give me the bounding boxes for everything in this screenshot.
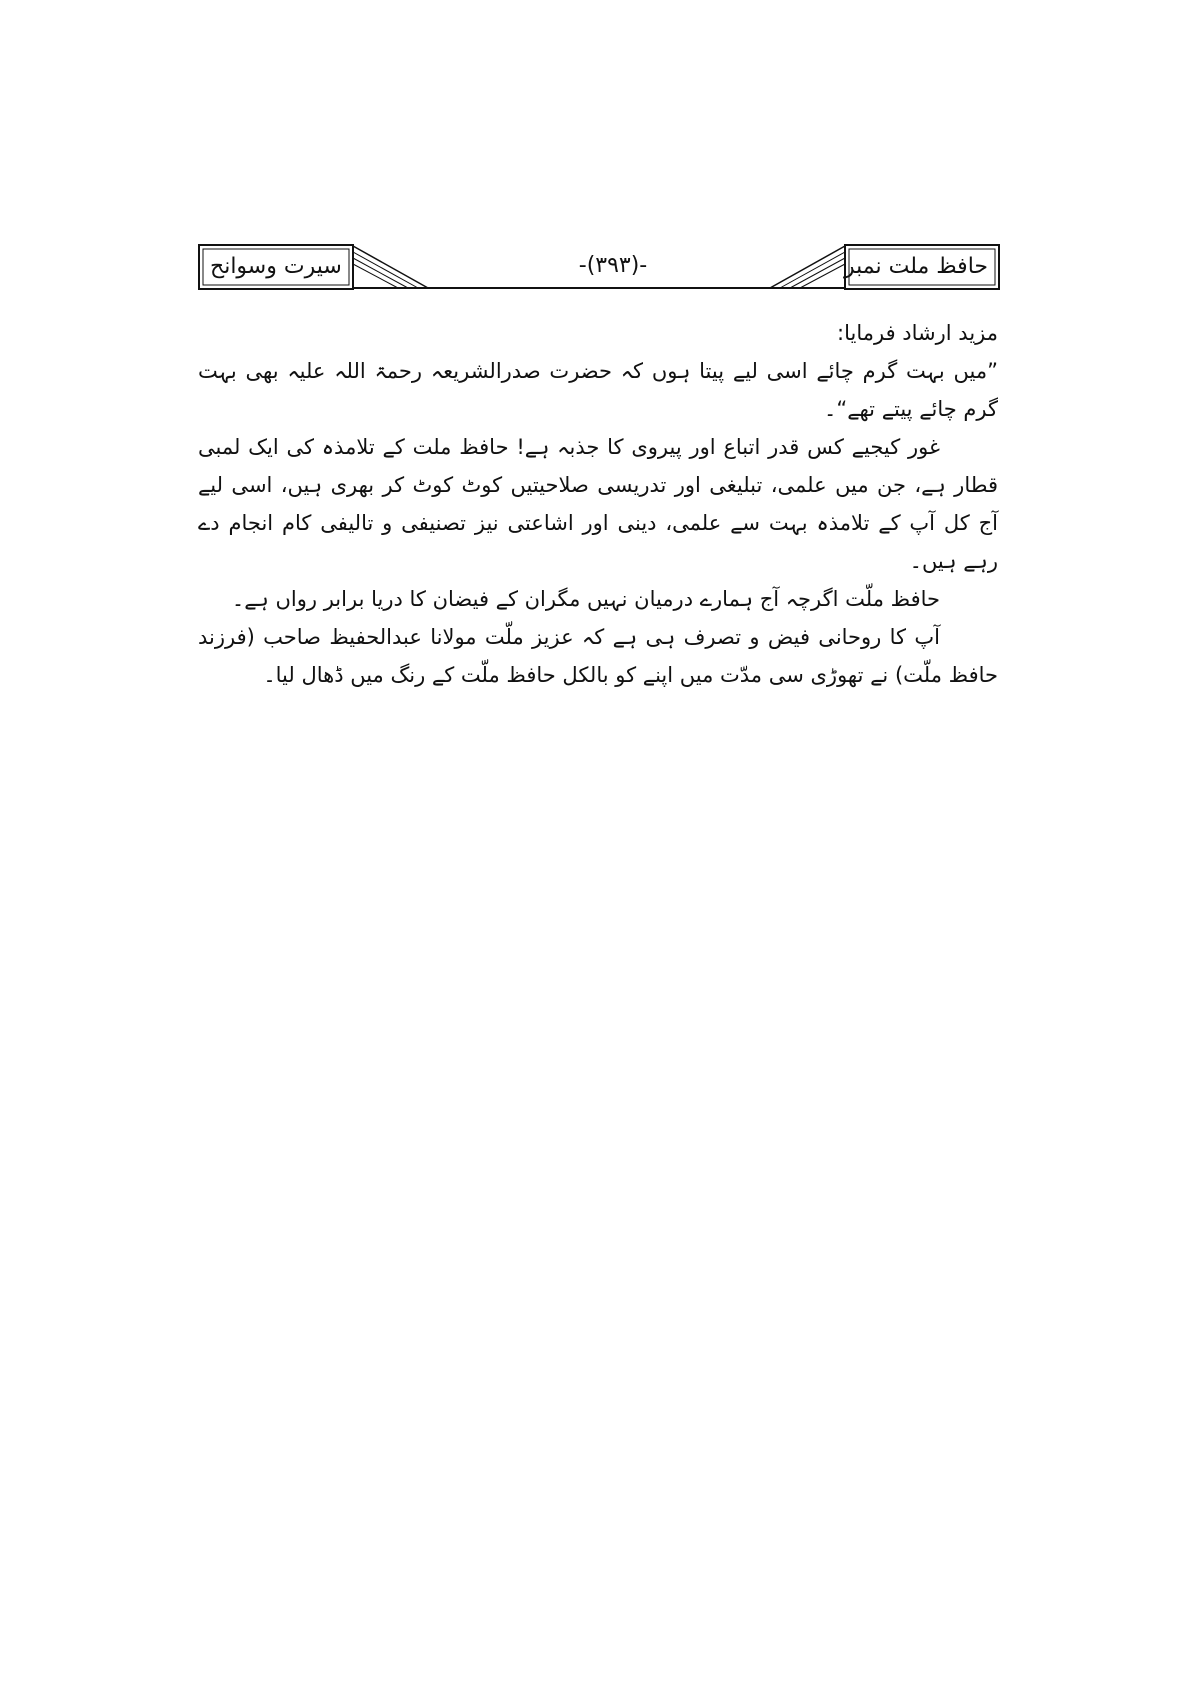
paragraph-5: آپ کا روحانی فیض و تصرف ہی ہے کہ عزیز ملّت مولانا عبدالحفیظ صاحب (فرزند حافظ ملّت) نے تھوڑی سی مدّت میں اپنے کو بالکل حافظ ملّت کے رنگ میں ڈھال لیا۔ xyxy=(198,625,998,687)
paragraph-3: غور کیجیے کس قدر اتباع اور پیروی کا جذبہ ہے! حافظ ملت کے تلامذہ کی ایک لمبی قطار ہے، جن میں علمی، تبلیغی اور تدریسی صلاحیتیں کوٹ کوٹ کر بھری ہیں، اسی لیے آج کل آپ کے تلامذہ بہت سے علمی، دینی اور اشاعتی نیز تصنیفی و تالیفی کام انجام دے رہے ہیں۔ xyxy=(198,435,998,573)
paragraph-1: مزید ارشاد فرمایا: xyxy=(837,321,998,345)
page-body xyxy=(198,314,998,694)
section-title: سیرت وسوانح xyxy=(210,254,342,279)
page-header xyxy=(198,244,1000,290)
page-number: -(۳۹۳)- xyxy=(578,253,648,278)
paragraph-2: ”میں بہت گرم چائے اسی لیے پیتا ہوں کہ حضرت صدرالشریعہ رحمۃ اللہ علیہ بھی بہت گرم چائے پیتے تھے“۔ xyxy=(198,359,998,421)
paragraph-4: حافظ ملّت اگرچہ آج ہمارے درمیان نہیں مگران کے فیضان کا دریا برابر رواں ہے۔ xyxy=(231,587,940,611)
book-title: حافظ ملت نمبر xyxy=(844,254,988,279)
